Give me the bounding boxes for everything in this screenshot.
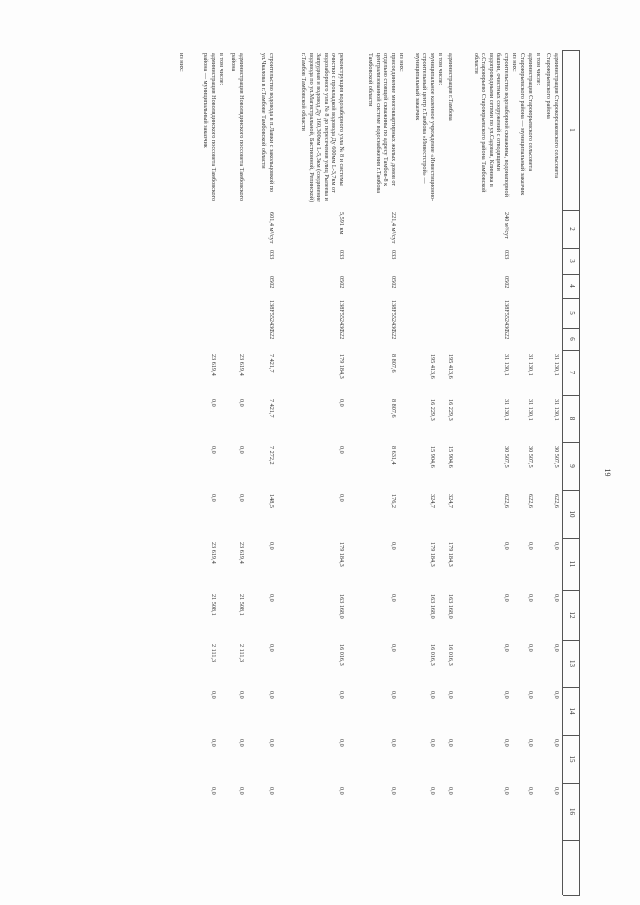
row-name: администрация г.Тамбова: [447, 53, 454, 121]
row-cell-c6: 522: [338, 330, 345, 340]
row-value: 0,0: [527, 787, 534, 795]
row-value: 31 130,1: [503, 354, 510, 376]
row-value: 324,7: [429, 494, 436, 508]
row-value: 0,0: [553, 787, 560, 795]
row-value: 179 184,3: [429, 542, 436, 567]
column-header-11: 11: [568, 560, 576, 568]
row-value: 324,7: [447, 494, 454, 508]
row-value: 2 111,3: [210, 644, 217, 663]
row-value: 16 229,3: [429, 399, 436, 421]
row-value: 0,0: [268, 691, 275, 699]
row-value: 7 421,7: [268, 399, 275, 418]
column-header-8: 8: [568, 416, 576, 421]
row-value: 0,0: [447, 691, 454, 699]
row-value: 0,0: [429, 691, 436, 699]
row-value: 0,0: [503, 594, 510, 602]
row-value: 7 272,2: [268, 446, 275, 465]
row-value: 0,0: [210, 494, 217, 502]
row-value: 0,0: [527, 594, 534, 602]
row-value: 622,6: [527, 494, 534, 508]
row-value: 16 016,3: [338, 644, 345, 666]
row-value: 2 111,3: [238, 644, 245, 663]
row-value: 0,0: [553, 644, 560, 652]
row-value: 0,0: [503, 787, 510, 795]
row-name: в том числе:: [535, 53, 542, 86]
column-header-7: 7: [568, 370, 576, 375]
row-name: администрация Новолядинского поссовета Тамбовского района — муниципальный заказчик: [202, 53, 217, 202]
row-value: 8 807,6: [390, 354, 397, 373]
row-cell-c3: 033: [338, 250, 345, 260]
row-cell-c3: 033: [503, 250, 510, 260]
row-value: 23 619,4: [210, 542, 217, 564]
row-value: 0,0: [527, 691, 534, 699]
row-value: 16 016,3: [429, 644, 436, 666]
row-name: присоединение многоквартирных жилых домов от отдельно стоящей скважины по адресу Тамбов-8 к централизованной системе водоснабжения г.Тамбова Тамбовской области: [367, 53, 397, 194]
row-cell-c2: 601,4 м³/сут: [268, 212, 275, 244]
row-value: 0,0: [238, 446, 245, 454]
row-value: 23 619,4: [238, 542, 245, 564]
row-value: 622,6: [553, 494, 560, 508]
row-value: 0,0: [268, 739, 275, 747]
row-value: 179 184,3: [338, 354, 345, 379]
row-value: 0,0: [338, 691, 345, 699]
header-bottom-rule: [562, 50, 563, 895]
row-cell-c4: 0502: [390, 276, 397, 289]
row-value: 8 807,6: [390, 399, 397, 418]
row-value: 179 184,3: [447, 542, 454, 567]
column-header-4: 4: [568, 284, 576, 288]
row-value: 163 168,0: [338, 594, 345, 619]
row-value: 0,0: [390, 594, 397, 602]
row-value: 8 631,4: [390, 446, 397, 465]
row-value: 0,0: [268, 594, 275, 602]
row-value: 0,0: [527, 542, 534, 550]
row-value: 0,0: [268, 542, 275, 550]
row-value: 0,0: [268, 644, 275, 652]
row-name: из них:: [178, 53, 185, 72]
row-name: строительство водовода в п.Лавки с закольцовкой по ул.Чкалова в г.Тамбове Тамбовской области: [260, 53, 275, 193]
row-name: в том числе:: [218, 53, 225, 86]
row-value: 0,0: [527, 644, 534, 652]
column-header-9: 9: [568, 464, 576, 468]
row-value: 179 184,3: [338, 542, 345, 567]
row-value: 0,0: [238, 494, 245, 502]
row-value: 16 229,3: [447, 399, 454, 421]
row-value: 0,0: [553, 691, 560, 699]
row-value: 23 619,4: [238, 354, 245, 376]
column-header-6: 6: [568, 337, 576, 341]
row-value: 0,0: [447, 739, 454, 747]
row-value: 7 421,7: [268, 354, 275, 373]
row-value: 0,0: [390, 787, 397, 795]
row-name: администрация Старокорсаковского сельсовета Староюрьевского района: [545, 53, 560, 179]
row-value: 0,0: [238, 399, 245, 407]
row-cell-c6: 522: [268, 330, 275, 340]
row-value: 31 130,1: [553, 354, 560, 376]
row-value: 23 619,4: [210, 354, 217, 376]
column-header-3: 3: [568, 259, 576, 263]
row-value: 0,0: [390, 739, 397, 747]
column-header-12: 12: [568, 611, 576, 619]
row-cell-c5: 138F552430: [390, 300, 397, 332]
row-value: 0,0: [503, 644, 510, 652]
row-value: 0,0: [447, 787, 454, 795]
row-value: 0,0: [338, 494, 345, 502]
row-cell-c4: 0502: [268, 276, 275, 289]
row-value: 0,0: [503, 739, 510, 747]
column-divider: [563, 895, 580, 896]
row-value: 15 904,6: [429, 446, 436, 468]
column-header-1: 1: [568, 128, 576, 132]
row-value: 0,0: [338, 399, 345, 407]
row-cell-c6: 522: [390, 330, 397, 340]
row-value: 21 508,1: [238, 594, 245, 616]
table-top-rule: [579, 50, 580, 895]
row-value: 31 130,1: [527, 399, 534, 421]
row-value: 0,0: [503, 542, 510, 550]
row-value: 0,0: [527, 739, 534, 747]
row-value: 0,0: [210, 787, 217, 795]
row-value: 30 507,5: [553, 446, 560, 468]
row-value: 0,0: [338, 446, 345, 454]
row-cell-c4: 0502: [338, 276, 345, 289]
row-name: из них:: [511, 53, 518, 72]
column-header-13: 13: [568, 660, 576, 667]
row-value: 0,0: [238, 691, 245, 699]
column-header-2: 2: [568, 227, 576, 231]
rotated-table-area: [60, 50, 612, 895]
row-cell-c5: 138F552430: [268, 300, 275, 332]
column-header-15: 15: [568, 755, 576, 763]
row-value: 0,0: [553, 739, 560, 747]
row-value: 195 413,6: [429, 354, 436, 379]
row-value: 0,0: [338, 787, 345, 795]
row-name: администрация Староюрьевского сельсовета Староюрьевского района — муниципальный заказчик: [519, 53, 534, 196]
row-value: 0,0: [238, 787, 245, 795]
row-name: администрация Новолядинского поссовета Тамбовского района: [230, 53, 245, 202]
column-divider: [563, 840, 580, 841]
row-cell-c2: 5,591 км: [338, 212, 345, 235]
row-name: строительство водозаборной скважины, водонапорной башни, очистных сооружений с отводящими водопроводными сетями по ул.Садовая, Клиника в с.Староюрьево Староюрьевского района Тамбовской области: [472, 53, 510, 197]
row-value: 31 130,1: [553, 399, 560, 421]
page-number: 19: [603, 468, 612, 477]
row-name: реконструкция водозаборного узла № 8 и системы очистки с прокладкой водовода Ду 600мм L-3,7км от водозаборного узла № 8 до пересечения улиц Рылеева и Запрудная и водовод Ду 160,300мм L-5,3км (соединение водовода по ул.Магистральной, Бастионной, Репинской) г.Тамбов Тамбовской области: [300, 53, 345, 203]
row-value: 148,5: [268, 494, 275, 508]
row-cell-c2: 221,4 м³/сут: [390, 212, 397, 244]
row-value: 0,0: [503, 691, 510, 699]
column-header-14: 14: [568, 707, 576, 715]
row-cell-c5: 138F552430: [503, 300, 510, 332]
row-name: из них:: [398, 53, 405, 72]
row-value: 30 507,5: [527, 446, 534, 468]
row-cell-c4: 0502: [503, 276, 510, 289]
row-value: 176,2: [390, 494, 397, 508]
row-value: 0,0: [390, 691, 397, 699]
row-value: 163 168,0: [429, 594, 436, 619]
column-header-10: 10: [568, 510, 576, 518]
row-value: 0,0: [553, 542, 560, 550]
row-value: 163 168,0: [447, 594, 454, 619]
row-value: 0,0: [429, 739, 436, 747]
row-cell-c3: 033: [390, 250, 397, 260]
row-value: 0,0: [268, 787, 275, 795]
row-value: 31 130,1: [503, 399, 510, 421]
row-value: 0,0: [210, 691, 217, 699]
row-value: 15 904,6: [447, 446, 454, 468]
row-value: 0,0: [210, 446, 217, 454]
row-value: 0,0: [390, 542, 397, 550]
row-name: муниципальное казенное учреждение «Инвестиционно-строительный центр г.Тамбова «Инвестстрой» — муниципальный заказчик: [413, 53, 436, 202]
row-name: в том числе:: [437, 53, 444, 86]
row-value: 21 508,1: [210, 594, 217, 616]
row-value: 30 507,5: [503, 446, 510, 468]
row-value: 16 016,3: [447, 644, 454, 666]
row-cell-c5: 138F552430: [338, 300, 345, 332]
row-cell-c6: 522: [503, 330, 510, 340]
row-cell-c2: 240 м³/сут: [503, 212, 510, 239]
row-value: 0,0: [210, 399, 217, 407]
row-value: 195 413,6: [447, 354, 454, 379]
column-header-16: 16: [568, 808, 576, 815]
row-value: 0,0: [338, 739, 345, 747]
row-cell-c3: 033: [268, 250, 275, 260]
row-value: 31 130,1: [527, 354, 534, 376]
budget-table: [60, 50, 580, 895]
row-value: 0,0: [553, 594, 560, 602]
row-value: 0,0: [390, 644, 397, 652]
row-value: 622,6: [503, 494, 510, 508]
row-value: 0,0: [238, 739, 245, 747]
row-value: 0,0: [210, 739, 217, 747]
row-value: 0,0: [429, 787, 436, 795]
column-header-5: 5: [568, 311, 576, 315]
